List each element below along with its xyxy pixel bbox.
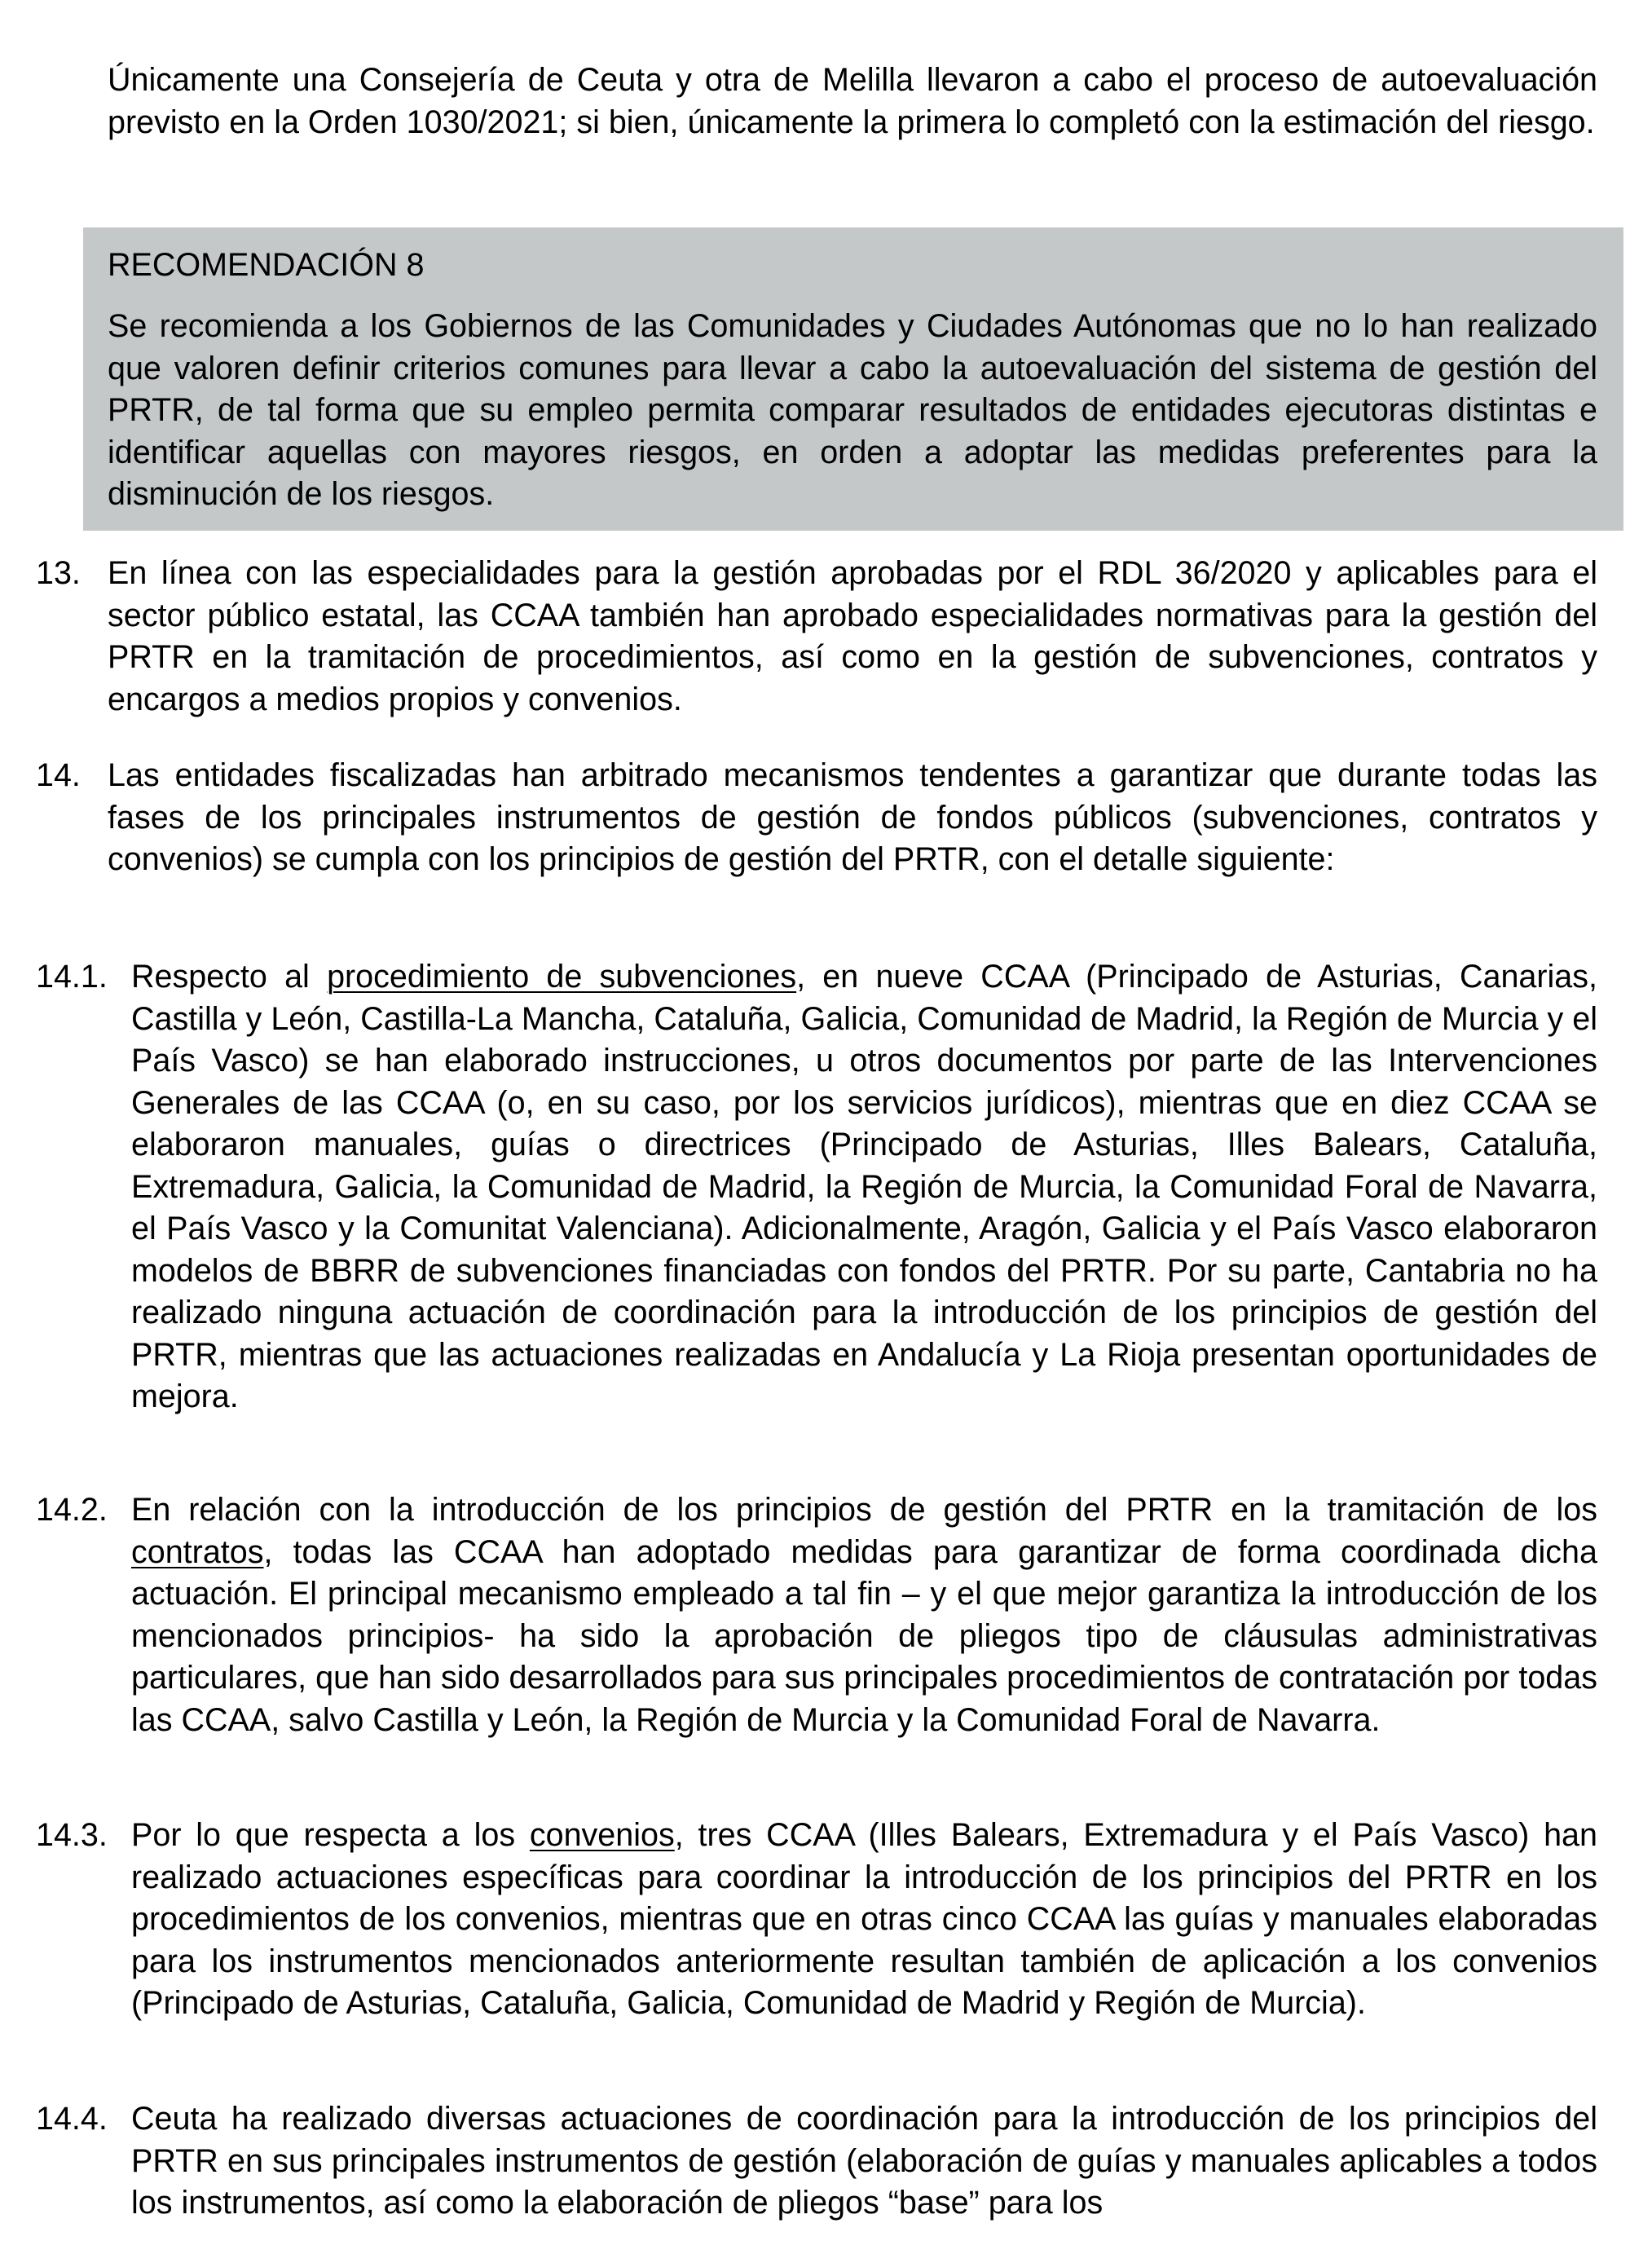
text-run: , todas las CCAA han adoptado medidas para garantizar de forma coordinada dicha actuación. El principal mecanismo empleado a tal fin – y el que mejor garantiza la introducción de los mencionados principios- ha sido la aprobación de pliegos tipo de cláusulas administrativas particulares, que han sido desarrollados para sus principales procedimientos de contratación por todas las CCAA, salvo Castilla y León, la Región de Murcia y la Comunidad Foral de Navarra. [131,1533,1597,1738]
intro-paragraph: Únicamente una Consejería de Ceuta y otra de Melilla llevaron a cabo el proceso de autoevaluación previsto en la Orden 1030/2021; si bien, únicamente la primera lo completó con la estimación del riesgo. [108,62,1597,140]
item-number: 14.2. [36,1492,108,1528]
item-text: Las entidades fiscalizadas han arbitrado mecanismos tendentes a garantizar que durante todas las fases de los principales instrumentos de gestión de fondos públicos (subvenciones, contratos y convenios) se cumpla con los principios de gestión del PRTR, con el detalle siguiente: [108,757,1597,877]
item-number: 13. [36,555,81,591]
item-number: 14.4. [36,2101,108,2137]
item-number: 14.3. [36,1817,108,1853]
text-run: Por lo que respecta a los [131,1817,530,1853]
recommendation-body: Se recomienda a los Gobiernos de las Comunidades y Ciudades Autónomas que no lo han realizado que valoren definir criterios comunes para llevar a cabo la autoevaluación del sistema de gestión del PRTR, de tal forma que su empleo permita comparar resultados de entidades ejecutoras distintas e identificar aquellas con mayores riesgos, en orden a adoptar las medidas preferentes para la disminución de los riesgos. [108,308,1597,512]
text-run: , en nueve CCAA (Principado de Asturias, Canarias, Castilla y León, Castilla-La Mancha, Cataluña, Galicia, Comunidad de Madrid, la Región de Murcia y el País Vasco) se han elaborado instrucciones, u otros documentos por parte de las Intervenciones Generales de las CCAA (o, en su caso, por los servicios jurídicos), mientras que en diez CCAA se elaboraron manuales, guías o directrices (Principado de Asturias, Illes Balears, Cataluña, Extremadura, Galicia, la Comunidad de Madrid, la Región de Murcia, la Comunidad Foral de Navarra, el País Vasco y la Comunitat Valenciana). Adicionalmente, Aragón, Galicia y el País Vasco elaboraron modelos de BBRR de subvenciones financiadas con fondos del PRTR. Por su parte, Cantabria no ha realizado ninguna actuación de coordinación para la introducción de los principios de gestión del PRTR, mientras que las actuaciones realizadas en Andalucía y La Rioja presentan oportunidades de mejora. [131,959,1598,1414]
text-run: , tres CCAA (Illes Balears, Extremadura y el País Vasco) han realizado actuaciones específicas para coordinar la introducción de los principios del PRTR en los procedimientos de los convenios, mientras que en otras cinco CCAA las guías y manuales elaboradas para los instrumentos mencionados anteriormente resultan también de aplicación a los convenios (Principado de Asturias, Cataluña, Galicia, Comunidad de Madrid y Región de Murcia). [131,1817,1597,2021]
item-text: Ceuta ha realizado diversas actuaciones de coordinación para la introducción de los principios del PRTR en sus principales instrumentos de gestión (elaboración de guías y manuales aplicables a todos los instrumentos, así como la elaboración de pliegos “base” para los [131,2101,1597,2221]
item-text [131,1489,1597,1741]
text-run: Respecto al [131,959,328,995]
text-run: En relación con la introducción de los principios de gestión del PRTR en la tramitación de los [131,1492,1597,1528]
underlined-term-subvenciones: procedimiento de subvenciones [327,959,797,995]
underlined-term-convenios: convenios [529,1817,675,1853]
recommendation-title: RECOMENDACIÓN 8 [108,247,425,283]
item-text [131,1815,1597,2025]
item-number: 14.1. [36,959,108,995]
underlined-term-contratos: contratos [131,1533,264,1570]
item-text [131,956,1597,1418]
item-text: En línea con las especialidades para la gestión aprobadas por el RDL 36/2020 y aplicables para el sector público estatal, las CCAA también han aprobado especialidades normativas para la gestión del PRTR en la tramitación de procedimientos, así como en la gestión de subvenciones, contratos y encargos a medios propios y convenios. [108,555,1597,717]
item-number: 14. [36,757,81,793]
